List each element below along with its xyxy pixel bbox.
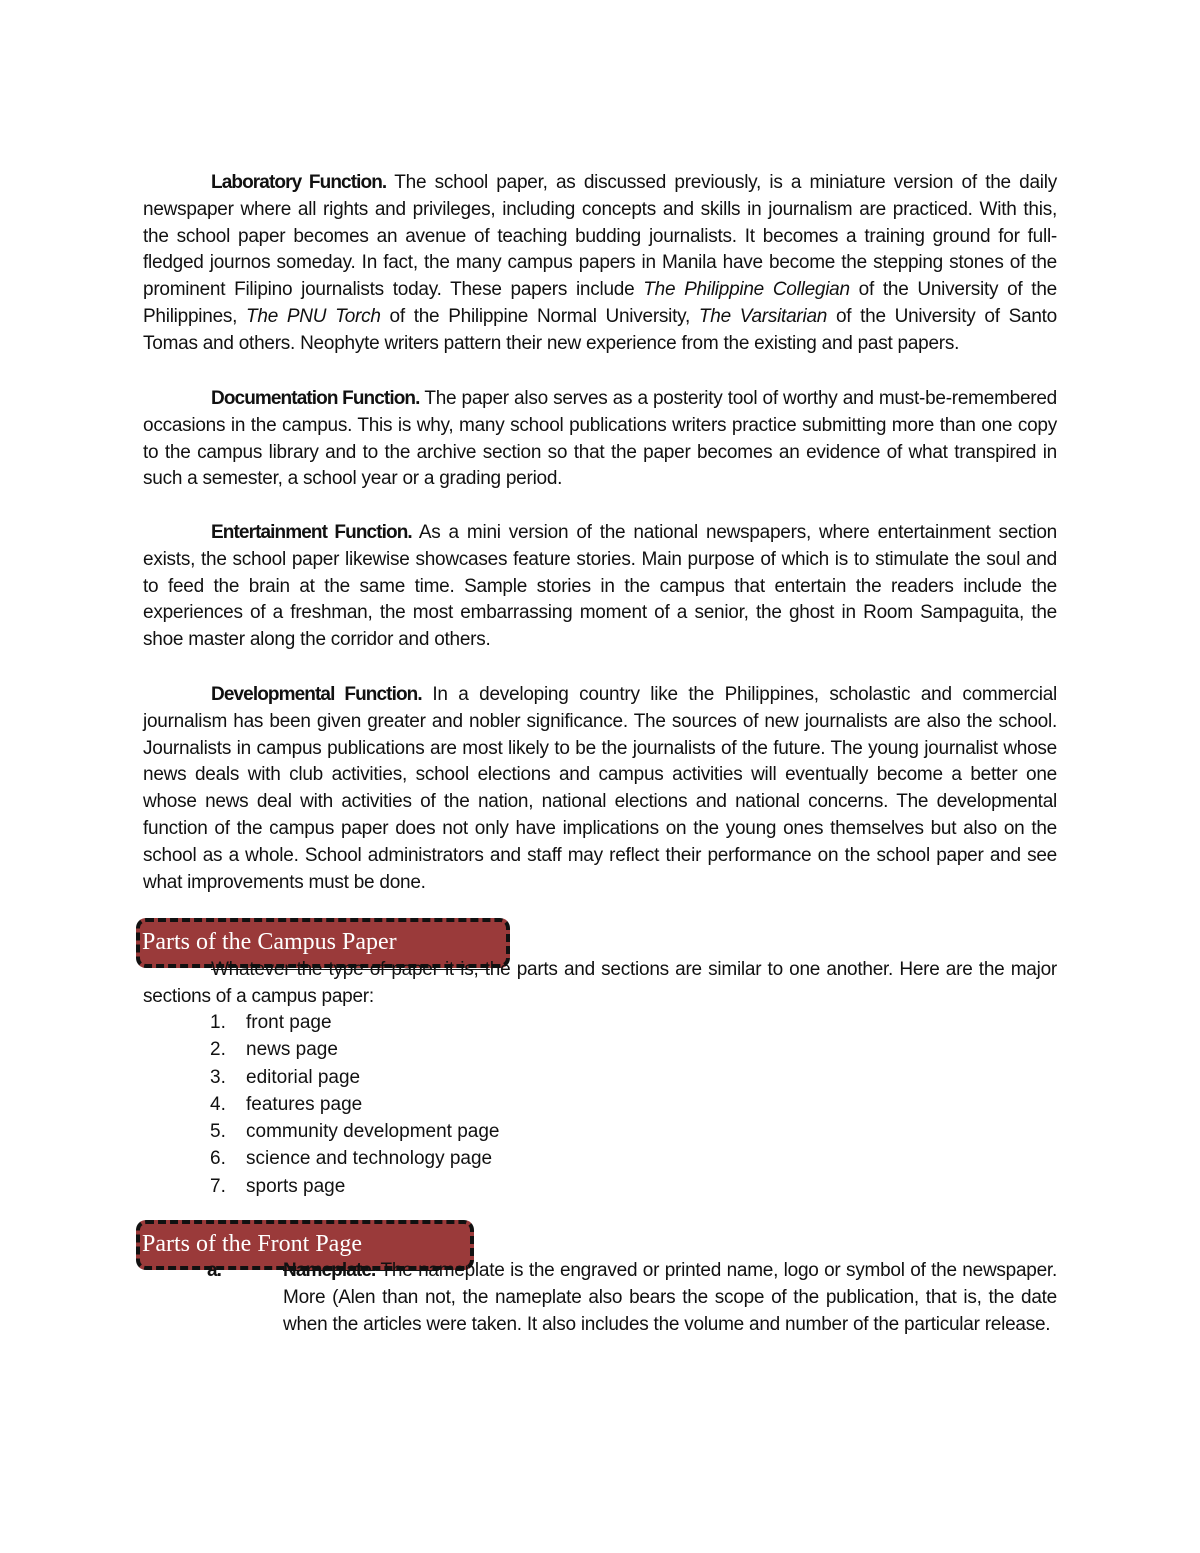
nameplate-term: Nameplate. — [283, 1260, 376, 1281]
entertainment-function-paragraph: Entertainment Function. As a mini version of the national newspapers, where entertainment section exists, the school paper likewise showcases feature stories. Main purpose of which is to stimulate the soul and to feed the brain at the same time. Sample stories in the campus that entertain the readers include the experiences of a freshman, the most embarrassing moment of a senior, the ghost in Room Sampaguita, the shoe master along the corridor and others. — [143, 522, 1057, 651]
list-item: 2. news page — [210, 1039, 338, 1061]
item-marker: a. — [207, 1260, 222, 1281]
list-item: 1. front page — [210, 1012, 332, 1033]
laboratory-function-paragraph: Laboratory Function. The school paper, as discussed previously, is a miniature version of the daily newspaper where all rights and privileges, including concepts and skills in journalism are practiced. With this, the school paper becomes an avenue of teaching budding journalists. It becomes a training ground for full-fledged journos someday. In fact, the many campus papers in Manila have become the stepping stones of the prominent Filipino journalists today. These papers include The Philippine Collegian of the University of the Philippines, The PNU Torch of the Philippine Normal University, The Varsitarian of the University of Santo Tomas and others. Neophyte writers pattern their new experience from the existing and past papers. — [143, 172, 1057, 354]
publication-title: The PNU Torch — [246, 305, 381, 327]
laboratory-function-term: Laboratory Function. — [211, 172, 387, 193]
documentation-function-paragraph: Documentation Function. The paper also serves as a posterity tool of worthy and must-be-remembered occasions in the campus. This is why, many school publications writers practice submitting more than one copy to the campus library and to the archive section so that the paper becomes an evidence of what transpired in such a semester, a school year or a grading period. — [143, 388, 1058, 490]
campus-paper-heading: Parts of the Campus Paper — [142, 929, 397, 955]
campus-paper-sections-list — [210, 1009, 499, 1200]
list-item: 7. sports page — [210, 1175, 346, 1197]
list-item: 5. community development page — [210, 1121, 500, 1143]
list-item: 3. editorial page — [210, 1066, 361, 1088]
nameplate-item: a. Nameplate. The nameplate is the engraved or printed name, logo or symbol of the newspaper. More (Alen than not, the nameplate also bears the scope of the publication, that is, the date when the articles were taken. It also includes the volume and number of the particular release. — [207, 1260, 1057, 1335]
front-page-heading: Parts of the Front Page — [142, 1231, 362, 1257]
developmental-function-paragraph: Developmental Function. In a developing country like the Philippines, scholastic and commercial journalism has been given greater and nobler significance. The sources of new journalists are also the school. Journalists in campus publications are most likely to be the journalists of the future. The young journalist whose news deals with club activities, school elections and campus activities will eventually become a better one whose news deal with activities of the nation, national elections and national concerns. The developmental function of the campus paper does not only have implications on the young ones themselves but also on the school as a whole. School administrators and staff may reflect their performance on the school paper and see what improvements must be done. — [143, 684, 1057, 893]
publication-title: The Varsitarian — [698, 305, 828, 327]
list-item: 6. science and technology page — [210, 1148, 493, 1170]
entertainment-function-term: Entertainment Function. — [211, 522, 412, 543]
campus-paper-intro: Whatever the type of paper it is, the parts and sections are similar to one another. Here are the major sections of a campus paper: — [143, 959, 1057, 1007]
documentation-function-term: Documentation Function. — [211, 388, 420, 409]
list-item: 4. features page — [210, 1093, 363, 1115]
developmental-function-term: Developmental Function. — [211, 684, 422, 705]
publication-title: The Philippine Collegian — [643, 279, 850, 301]
